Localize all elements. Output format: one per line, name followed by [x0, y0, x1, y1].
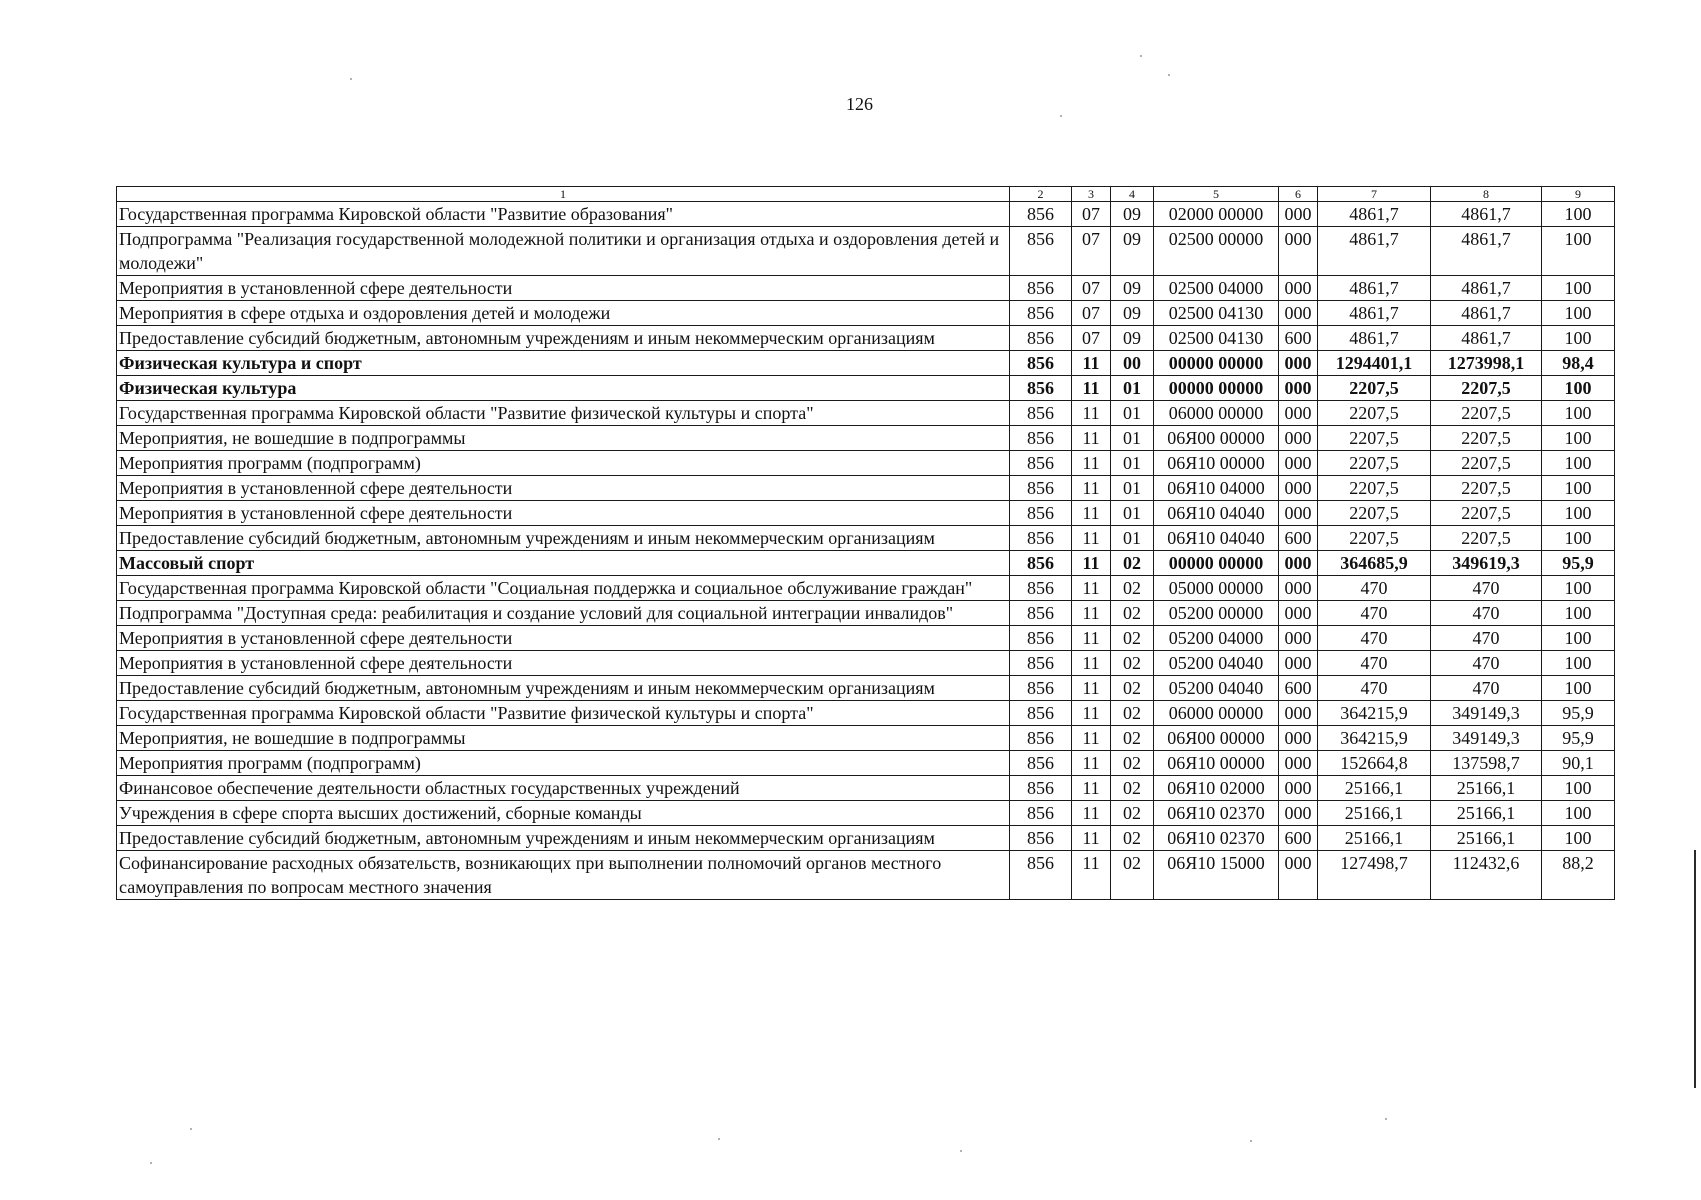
- section-cell: 11: [1072, 726, 1111, 751]
- ministry-code-cell: 856: [1010, 601, 1072, 626]
- planned-amount-cell: 2207,5: [1318, 451, 1431, 476]
- section-cell: 11: [1072, 751, 1111, 776]
- table-row: [117, 701, 1615, 726]
- target-article-cell: 06Я10 02000: [1154, 776, 1279, 801]
- subsection-cell: 00: [1111, 351, 1154, 376]
- subsection-cell: 02: [1111, 701, 1154, 726]
- target-article-cell: 02000 00000: [1154, 202, 1279, 227]
- target-article-cell: 05200 00000: [1154, 601, 1279, 626]
- executed-amount-cell: 470: [1431, 576, 1542, 601]
- item-name-cell: Массовый спорт: [117, 551, 1010, 576]
- percent-cell: 90,1: [1542, 751, 1615, 776]
- scan-edge-line: [1694, 850, 1696, 1088]
- expense-type-cell: 600: [1279, 326, 1318, 351]
- subsection-cell: 02: [1111, 826, 1154, 851]
- item-name-cell: Государственная программа Кировской области "Социальная поддержка и социальное обслуживание граждан": [117, 576, 1010, 601]
- table-row: [117, 401, 1615, 426]
- item-name-cell: Мероприятия в установленной сфере деятельности: [117, 276, 1010, 301]
- ministry-code-cell: 856: [1010, 301, 1072, 326]
- table-row: [117, 451, 1615, 476]
- section-cell: 11: [1072, 626, 1111, 651]
- executed-amount-cell: 137598,7: [1431, 751, 1542, 776]
- expense-type-cell: 000: [1279, 276, 1318, 301]
- subsection-cell: 01: [1111, 501, 1154, 526]
- executed-amount-cell: 2207,5: [1431, 526, 1542, 551]
- ministry-code-cell: 856: [1010, 751, 1072, 776]
- scan-speck: [718, 1138, 720, 1140]
- expense-type-cell: 000: [1279, 851, 1318, 900]
- percent-cell: 100: [1542, 676, 1615, 701]
- target-article-cell: 06Я10 02370: [1154, 826, 1279, 851]
- executed-amount-cell: 4861,7: [1431, 301, 1542, 326]
- planned-amount-cell: 2207,5: [1318, 426, 1431, 451]
- item-name-cell: Мероприятия программ (подпрограмм): [117, 451, 1010, 476]
- percent-cell: 100: [1542, 476, 1615, 501]
- planned-amount-cell: 470: [1318, 651, 1431, 676]
- executed-amount-cell: 349149,3: [1431, 726, 1542, 751]
- table-row: [117, 676, 1615, 701]
- subsection-cell: 02: [1111, 626, 1154, 651]
- planned-amount-cell: 4861,7: [1318, 301, 1431, 326]
- table-row: [117, 626, 1615, 651]
- item-name-cell: Подпрограмма "Доступная среда: реабилитация и создание условий для социальной интеграции инвалидов": [117, 601, 1010, 626]
- target-article-cell: 02500 04130: [1154, 326, 1279, 351]
- executed-amount-cell: 470: [1431, 601, 1542, 626]
- item-name-cell: Мероприятия программ (подпрограмм): [117, 751, 1010, 776]
- section-cell: 11: [1072, 701, 1111, 726]
- section-cell: 11: [1072, 501, 1111, 526]
- ministry-code-cell: 856: [1010, 276, 1072, 301]
- percent-cell: 95,9: [1542, 726, 1615, 751]
- expense-type-cell: 600: [1279, 526, 1318, 551]
- page-number: 126: [846, 94, 873, 114]
- expense-type-cell: 000: [1279, 801, 1318, 826]
- table-row: [117, 326, 1615, 351]
- percent-cell: 100: [1542, 451, 1615, 476]
- table-row: [117, 202, 1615, 227]
- subsection-cell: 02: [1111, 551, 1154, 576]
- item-name-cell: Предоставление субсидий бюджетным, автономным учреждениям и иным некоммерческим организациям: [117, 526, 1010, 551]
- scan-speck: [350, 78, 352, 80]
- percent-cell: 100: [1542, 326, 1615, 351]
- expense-type-cell: 600: [1279, 826, 1318, 851]
- planned-amount-cell: 470: [1318, 576, 1431, 601]
- subsection-cell: 09: [1111, 227, 1154, 276]
- percent-cell: 100: [1542, 801, 1615, 826]
- item-name-cell: Мероприятия в установленной сфере деятельности: [117, 651, 1010, 676]
- executed-amount-cell: 25166,1: [1431, 826, 1542, 851]
- item-name-cell: Мероприятия, не вошедшие в подпрограммы: [117, 726, 1010, 751]
- expense-type-cell: 600: [1279, 676, 1318, 701]
- executed-amount-cell: 349149,3: [1431, 701, 1542, 726]
- section-cell: 11: [1072, 651, 1111, 676]
- expense-type-cell: 000: [1279, 576, 1318, 601]
- executed-amount-cell: 349619,3: [1431, 551, 1542, 576]
- ministry-code-cell: 856: [1010, 326, 1072, 351]
- table-row: [117, 301, 1615, 326]
- expense-type-cell: 000: [1279, 301, 1318, 326]
- item-name-cell: Подпрограмма "Реализация государственной молодежной политики и организация отдыха и оздоровления детей и молодежи": [117, 227, 1010, 276]
- percent-cell: 100: [1542, 501, 1615, 526]
- ministry-code-cell: 856: [1010, 851, 1072, 900]
- column-number: 4: [1111, 187, 1154, 202]
- item-name-cell: Государственная программа Кировской области "Развитие образования": [117, 202, 1010, 227]
- section-cell: 11: [1072, 601, 1111, 626]
- target-article-cell: 06Я00 00000: [1154, 726, 1279, 751]
- expense-type-cell: 000: [1279, 551, 1318, 576]
- percent-cell: 95,9: [1542, 701, 1615, 726]
- target-article-cell: 02500 00000: [1154, 227, 1279, 276]
- subsection-cell: 01: [1111, 451, 1154, 476]
- percent-cell: 100: [1542, 651, 1615, 676]
- table-row: [117, 276, 1615, 301]
- subsection-cell: 02: [1111, 651, 1154, 676]
- column-number: 3: [1072, 187, 1111, 202]
- item-name-cell: Учреждения в сфере спорта высших достижений, сборные команды: [117, 801, 1010, 826]
- table-row: [117, 426, 1615, 451]
- planned-amount-cell: 25166,1: [1318, 801, 1431, 826]
- target-article-cell: 06Я10 04040: [1154, 501, 1279, 526]
- target-article-cell: 00000 00000: [1154, 376, 1279, 401]
- section-cell: 11: [1072, 351, 1111, 376]
- item-name-cell: Предоставление субсидий бюджетным, автономным учреждениям и иным некоммерческим организациям: [117, 826, 1010, 851]
- column-number: 2: [1010, 187, 1072, 202]
- expense-type-cell: 000: [1279, 476, 1318, 501]
- section-cell: 07: [1072, 326, 1111, 351]
- scan-speck: [960, 1150, 962, 1152]
- ministry-code-cell: 856: [1010, 626, 1072, 651]
- executed-amount-cell: 25166,1: [1431, 776, 1542, 801]
- section-cell: 07: [1072, 276, 1111, 301]
- planned-amount-cell: 364215,9: [1318, 726, 1431, 751]
- planned-amount-cell: 4861,7: [1318, 227, 1431, 276]
- target-article-cell: 05200 04040: [1154, 676, 1279, 701]
- column-number-row: [117, 187, 1615, 202]
- expense-type-cell: 000: [1279, 501, 1318, 526]
- executed-amount-cell: 2207,5: [1431, 376, 1542, 401]
- subsection-cell: 02: [1111, 751, 1154, 776]
- item-name-cell: Государственная программа Кировской области "Развитие физической культуры и спорта": [117, 701, 1010, 726]
- item-name-cell: Мероприятия в установленной сфере деятельности: [117, 501, 1010, 526]
- executed-amount-cell: 2207,5: [1431, 501, 1542, 526]
- target-article-cell: 06Я00 00000: [1154, 426, 1279, 451]
- item-name-cell: Мероприятия, не вошедшие в подпрограммы: [117, 426, 1010, 451]
- executed-amount-cell: 2207,5: [1431, 476, 1542, 501]
- item-name-cell: Физическая культура и спорт: [117, 351, 1010, 376]
- subsection-cell: 02: [1111, 851, 1154, 900]
- target-article-cell: 06Я10 00000: [1154, 451, 1279, 476]
- percent-cell: 100: [1542, 776, 1615, 801]
- scan-speck: [1140, 55, 1142, 57]
- percent-cell: 88,2: [1542, 851, 1615, 900]
- section-cell: 11: [1072, 401, 1111, 426]
- item-name-cell: Мероприятия в установленной сфере деятельности: [117, 476, 1010, 501]
- item-name-cell: Предоставление субсидий бюджетным, автономным учреждениям и иным некоммерческим организациям: [117, 326, 1010, 351]
- scan-speck: [150, 1162, 152, 1164]
- section-cell: 11: [1072, 376, 1111, 401]
- percent-cell: 100: [1542, 301, 1615, 326]
- planned-amount-cell: 25166,1: [1318, 776, 1431, 801]
- ministry-code-cell: 856: [1010, 426, 1072, 451]
- ministry-code-cell: 856: [1010, 826, 1072, 851]
- column-number: 8: [1431, 187, 1542, 202]
- target-article-cell: 06Я10 15000: [1154, 851, 1279, 900]
- planned-amount-cell: 4861,7: [1318, 202, 1431, 227]
- column-number: 7: [1318, 187, 1431, 202]
- table-row: [117, 726, 1615, 751]
- ministry-code-cell: 856: [1010, 551, 1072, 576]
- expense-type-cell: 000: [1279, 626, 1318, 651]
- expense-type-cell: 000: [1279, 651, 1318, 676]
- table-row: [117, 501, 1615, 526]
- target-article-cell: 05200 04040: [1154, 651, 1279, 676]
- planned-amount-cell: 4861,7: [1318, 276, 1431, 301]
- planned-amount-cell: 1294401,1: [1318, 351, 1431, 376]
- executed-amount-cell: 4861,7: [1431, 326, 1542, 351]
- target-article-cell: 06Я10 02370: [1154, 801, 1279, 826]
- ministry-code-cell: 856: [1010, 401, 1072, 426]
- item-name-cell: Софинансирование расходных обязательств, возникающих при выполнении полномочий органов местного самоуправления по вопросам местного значения: [117, 851, 1010, 900]
- executed-amount-cell: 25166,1: [1431, 801, 1542, 826]
- ministry-code-cell: 856: [1010, 227, 1072, 276]
- target-article-cell: 02500 04130: [1154, 301, 1279, 326]
- subsection-cell: 01: [1111, 376, 1154, 401]
- target-article-cell: 06Я10 04040: [1154, 526, 1279, 551]
- expense-type-cell: 000: [1279, 776, 1318, 801]
- executed-amount-cell: 2207,5: [1431, 401, 1542, 426]
- subsection-cell: 02: [1111, 601, 1154, 626]
- target-article-cell: 06Я10 00000: [1154, 751, 1279, 776]
- subsection-cell: 09: [1111, 326, 1154, 351]
- item-name-cell: Мероприятия в сфере отдыха и оздоровления детей и молодежи: [117, 301, 1010, 326]
- subsection-cell: 02: [1111, 676, 1154, 701]
- column-number: 5: [1154, 187, 1279, 202]
- percent-cell: 100: [1542, 376, 1615, 401]
- table-row: [117, 651, 1615, 676]
- executed-amount-cell: 2207,5: [1431, 451, 1542, 476]
- percent-cell: 100: [1542, 626, 1615, 651]
- executed-amount-cell: 112432,6: [1431, 851, 1542, 900]
- target-article-cell: 06Я10 04000: [1154, 476, 1279, 501]
- section-cell: 11: [1072, 576, 1111, 601]
- table-row: [117, 376, 1615, 401]
- section-cell: 11: [1072, 551, 1111, 576]
- planned-amount-cell: 4861,7: [1318, 326, 1431, 351]
- ministry-code-cell: 856: [1010, 526, 1072, 551]
- scan-speck: [1060, 115, 1062, 117]
- expense-type-cell: 000: [1279, 376, 1318, 401]
- target-article-cell: 02500 04000: [1154, 276, 1279, 301]
- expense-type-cell: 000: [1279, 451, 1318, 476]
- target-article-cell: 06000 00000: [1154, 401, 1279, 426]
- executed-amount-cell: 470: [1431, 651, 1542, 676]
- target-article-cell: 05200 04000: [1154, 626, 1279, 651]
- table-row: [117, 801, 1615, 826]
- percent-cell: 100: [1542, 601, 1615, 626]
- section-cell: 11: [1072, 776, 1111, 801]
- table-row: [117, 227, 1615, 276]
- ministry-code-cell: 856: [1010, 576, 1072, 601]
- table-row: [117, 776, 1615, 801]
- column-number: 6: [1279, 187, 1318, 202]
- ministry-code-cell: 856: [1010, 676, 1072, 701]
- section-cell: 07: [1072, 227, 1111, 276]
- table-row: [117, 826, 1615, 851]
- budget-table-body: [117, 187, 1615, 900]
- subsection-cell: 01: [1111, 426, 1154, 451]
- ministry-code-cell: 856: [1010, 202, 1072, 227]
- section-cell: 11: [1072, 476, 1111, 501]
- section-cell: 07: [1072, 301, 1111, 326]
- planned-amount-cell: 25166,1: [1318, 826, 1431, 851]
- executed-amount-cell: 2207,5: [1431, 426, 1542, 451]
- planned-amount-cell: 152664,8: [1318, 751, 1431, 776]
- subsection-cell: 02: [1111, 726, 1154, 751]
- ministry-code-cell: 856: [1010, 726, 1072, 751]
- percent-cell: 100: [1542, 276, 1615, 301]
- section-cell: 07: [1072, 202, 1111, 227]
- executed-amount-cell: 1273998,1: [1431, 351, 1542, 376]
- expense-type-cell: 000: [1279, 726, 1318, 751]
- planned-amount-cell: 2207,5: [1318, 376, 1431, 401]
- section-cell: 11: [1072, 526, 1111, 551]
- percent-cell: 98,4: [1542, 351, 1615, 376]
- planned-amount-cell: 2207,5: [1318, 501, 1431, 526]
- target-article-cell: 00000 00000: [1154, 551, 1279, 576]
- percent-cell: 100: [1542, 826, 1615, 851]
- planned-amount-cell: 2207,5: [1318, 401, 1431, 426]
- percent-cell: 100: [1542, 202, 1615, 227]
- item-name-cell: Предоставление субсидий бюджетным, автономным учреждениям и иным некоммерческим организациям: [117, 676, 1010, 701]
- table-row: [117, 751, 1615, 776]
- budget-table-container: [116, 186, 1614, 900]
- subsection-cell: 09: [1111, 301, 1154, 326]
- target-article-cell: 00000 00000: [1154, 351, 1279, 376]
- ministry-code-cell: 856: [1010, 451, 1072, 476]
- expense-type-cell: 000: [1279, 202, 1318, 227]
- column-number: 1: [117, 187, 1010, 202]
- percent-cell: 100: [1542, 401, 1615, 426]
- executed-amount-cell: 4861,7: [1431, 202, 1542, 227]
- ministry-code-cell: 856: [1010, 776, 1072, 801]
- ministry-code-cell: 856: [1010, 501, 1072, 526]
- planned-amount-cell: 2207,5: [1318, 476, 1431, 501]
- ministry-code-cell: 856: [1010, 376, 1072, 401]
- subsection-cell: 09: [1111, 202, 1154, 227]
- table-row: [117, 551, 1615, 576]
- planned-amount-cell: 2207,5: [1318, 526, 1431, 551]
- subsection-cell: 01: [1111, 401, 1154, 426]
- section-cell: 11: [1072, 801, 1111, 826]
- subsection-cell: 02: [1111, 776, 1154, 801]
- expense-type-cell: 000: [1279, 701, 1318, 726]
- section-cell: 11: [1072, 426, 1111, 451]
- item-name-cell: Финансовое обеспечение деятельности областных государственных учреждений: [117, 776, 1010, 801]
- expense-type-cell: 000: [1279, 601, 1318, 626]
- planned-amount-cell: 364215,9: [1318, 701, 1431, 726]
- table-row: [117, 351, 1615, 376]
- ministry-code-cell: 856: [1010, 351, 1072, 376]
- executed-amount-cell: 4861,7: [1431, 276, 1542, 301]
- ministry-code-cell: 856: [1010, 801, 1072, 826]
- table-row: [117, 526, 1615, 551]
- percent-cell: 100: [1542, 526, 1615, 551]
- column-number: 9: [1542, 187, 1615, 202]
- table-row: [117, 476, 1615, 501]
- expense-type-cell: 000: [1279, 351, 1318, 376]
- expense-type-cell: 000: [1279, 401, 1318, 426]
- planned-amount-cell: 127498,7: [1318, 851, 1431, 900]
- planned-amount-cell: 470: [1318, 601, 1431, 626]
- item-name-cell: Государственная программа Кировской области "Развитие физической культуры и спорта": [117, 401, 1010, 426]
- executed-amount-cell: 470: [1431, 626, 1542, 651]
- scan-speck: [1385, 1118, 1387, 1120]
- table-row: [117, 601, 1615, 626]
- ministry-code-cell: 856: [1010, 476, 1072, 501]
- subsection-cell: 01: [1111, 476, 1154, 501]
- table-row: [117, 576, 1615, 601]
- planned-amount-cell: 470: [1318, 676, 1431, 701]
- item-name-cell: Физическая культура: [117, 376, 1010, 401]
- percent-cell: 100: [1542, 227, 1615, 276]
- section-cell: 11: [1072, 676, 1111, 701]
- item-name-cell: Мероприятия в установленной сфере деятельности: [117, 626, 1010, 651]
- scan-speck: [1250, 1140, 1252, 1142]
- percent-cell: 95,9: [1542, 551, 1615, 576]
- section-cell: 11: [1072, 451, 1111, 476]
- percent-cell: 100: [1542, 426, 1615, 451]
- planned-amount-cell: 470: [1318, 626, 1431, 651]
- ministry-code-cell: 856: [1010, 701, 1072, 726]
- expense-type-cell: 000: [1279, 227, 1318, 276]
- subsection-cell: 02: [1111, 576, 1154, 601]
- table-row: [117, 851, 1615, 900]
- target-article-cell: 05000 00000: [1154, 576, 1279, 601]
- planned-amount-cell: 364685,9: [1318, 551, 1431, 576]
- ministry-code-cell: 856: [1010, 651, 1072, 676]
- executed-amount-cell: 470: [1431, 676, 1542, 701]
- subsection-cell: 02: [1111, 801, 1154, 826]
- expense-type-cell: 000: [1279, 751, 1318, 776]
- target-article-cell: 06000 00000: [1154, 701, 1279, 726]
- section-cell: 11: [1072, 826, 1111, 851]
- expense-type-cell: 000: [1279, 426, 1318, 451]
- subsection-cell: 01: [1111, 526, 1154, 551]
- subsection-cell: 09: [1111, 276, 1154, 301]
- scan-speck: [190, 1128, 192, 1130]
- percent-cell: 100: [1542, 576, 1615, 601]
- scan-speck: [1168, 74, 1170, 76]
- budget-table: [116, 186, 1615, 900]
- executed-amount-cell: 4861,7: [1431, 227, 1542, 276]
- section-cell: 11: [1072, 851, 1111, 900]
